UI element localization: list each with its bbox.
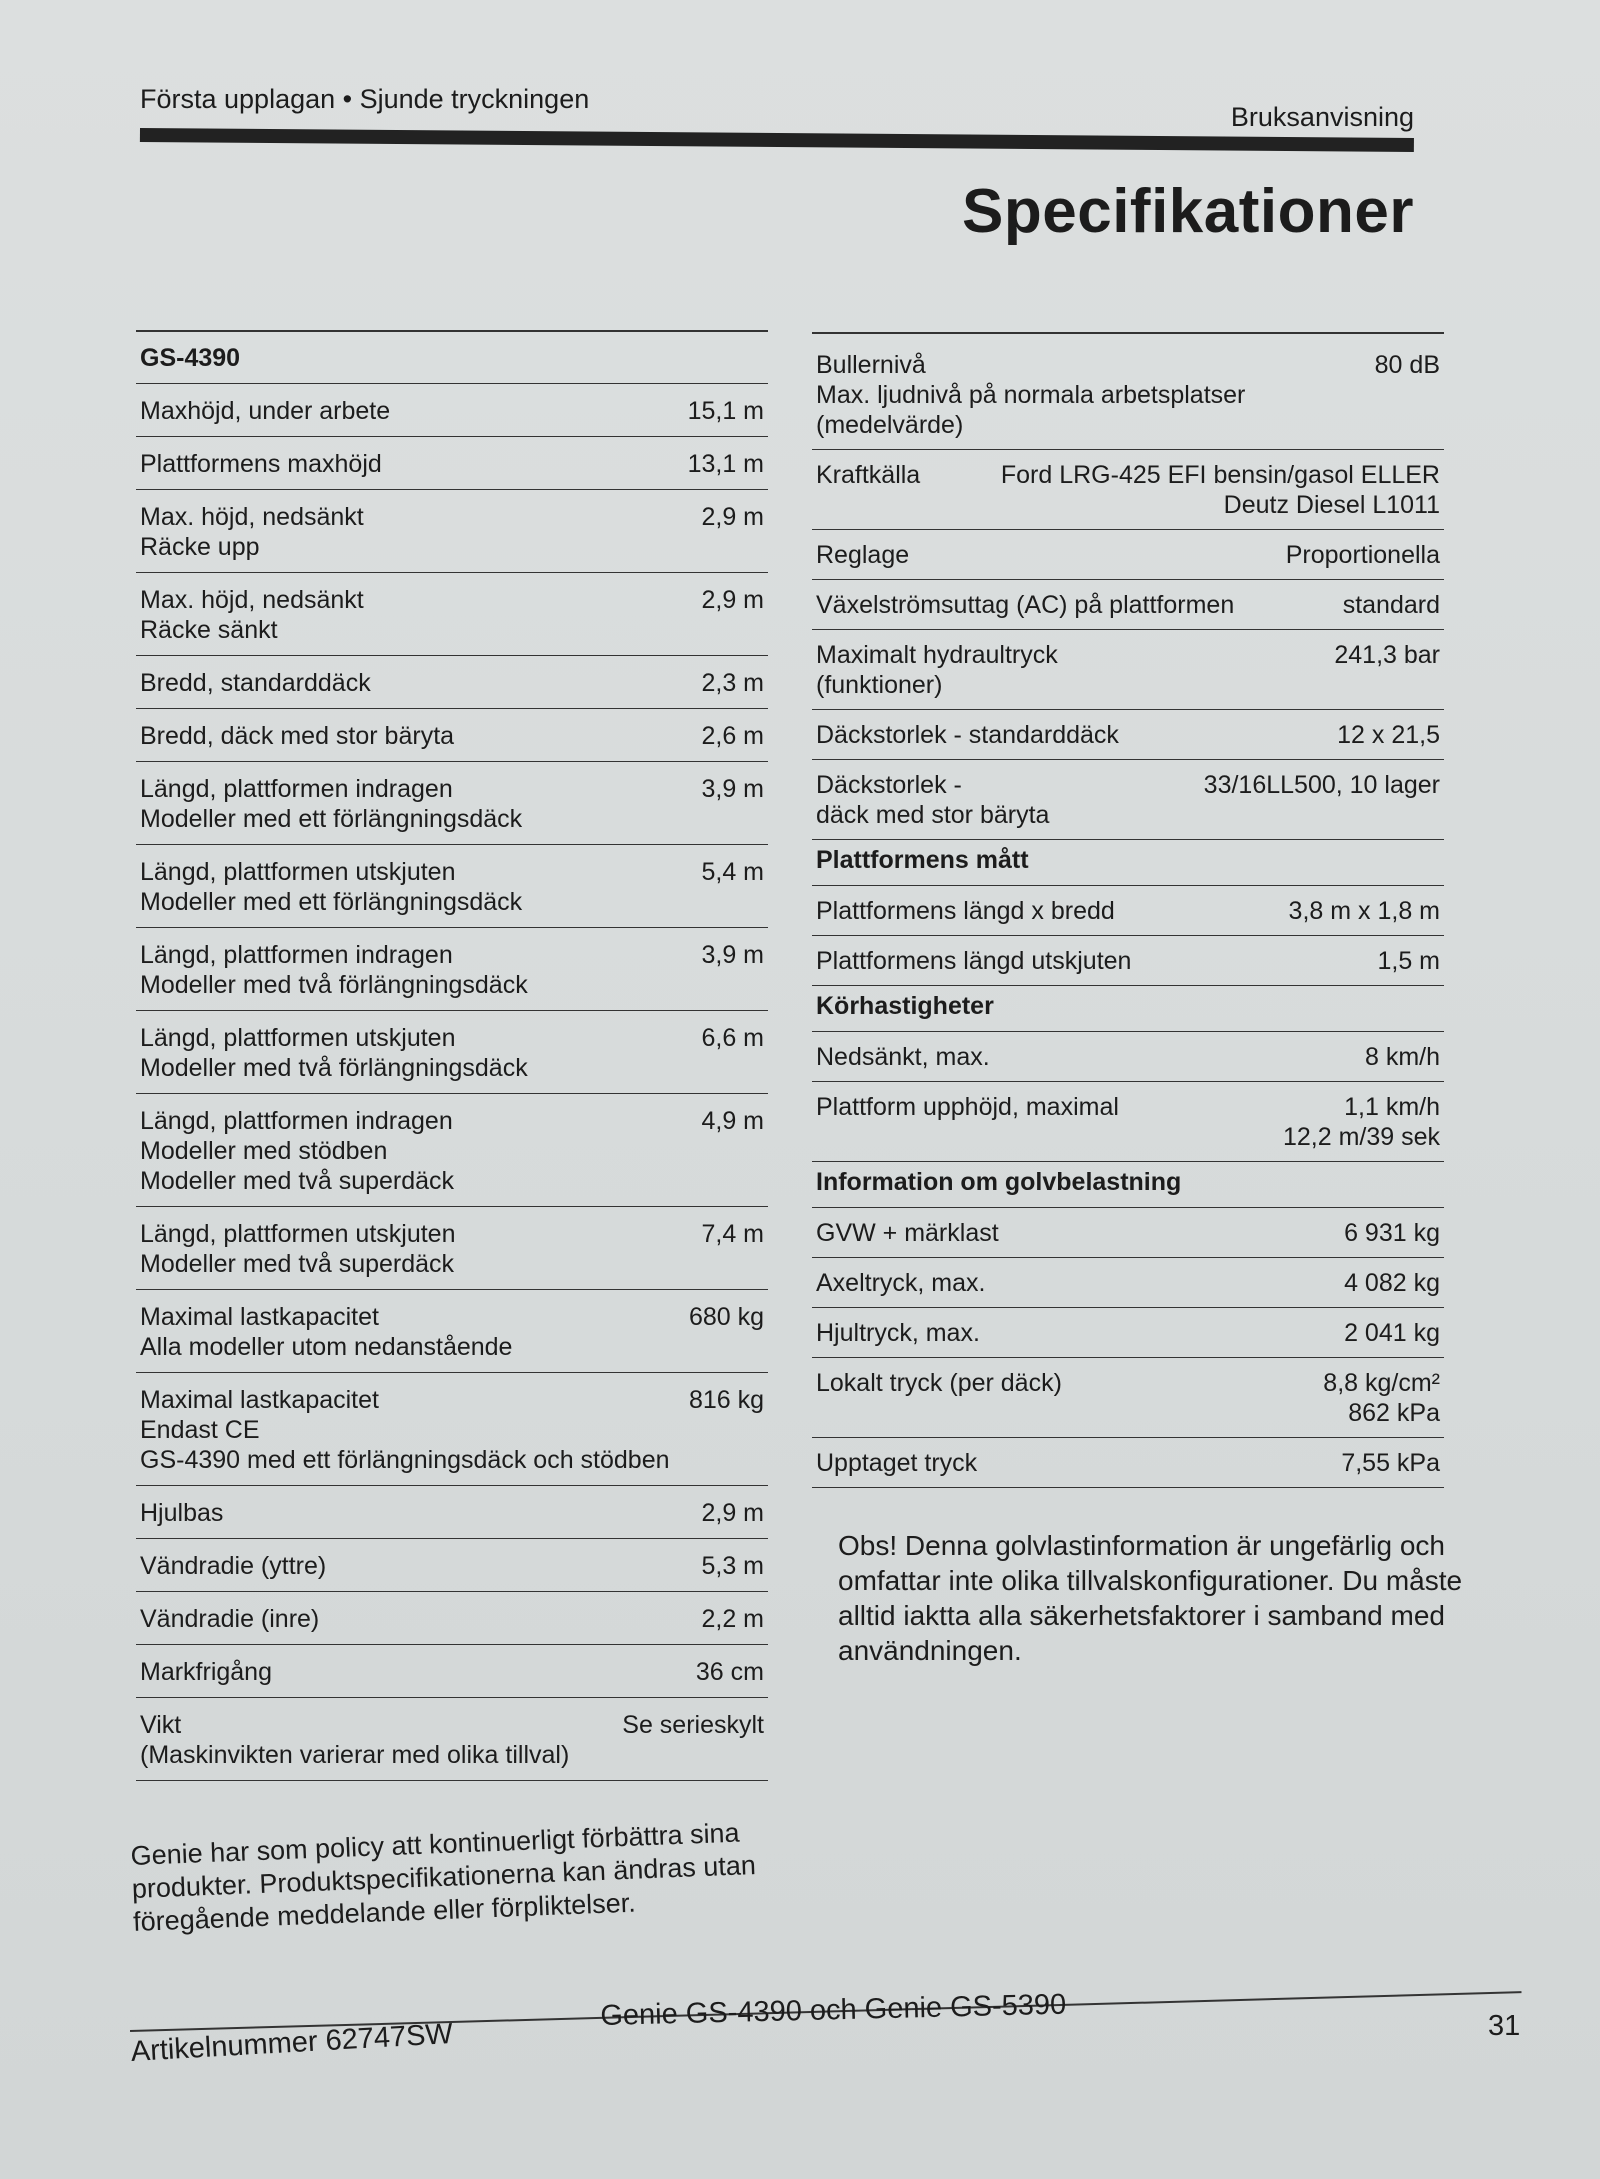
spec-label-line: Plattformens längd x bredd xyxy=(816,897,1115,925)
spec-value-line: 2,3 m xyxy=(701,669,764,697)
spec-value xyxy=(1289,896,1440,926)
spec-row xyxy=(136,845,768,928)
article-number: Artikelnummer 62747SW xyxy=(130,2018,454,2068)
spec-row xyxy=(136,1698,768,1781)
floor-load-note: Obs! Denna golvlastinformation är ungefärlig och omfattar inte olika tillvalskonfigurationer. Du måste alltid iaktta alla säkerhetsfaktorer i samband med användningen. xyxy=(838,1530,1463,1666)
spec-row xyxy=(812,580,1444,630)
spec-value-line: 1,5 m xyxy=(1377,947,1440,975)
spec-label xyxy=(140,1219,701,1279)
spec-value xyxy=(1323,1368,1440,1428)
spec-value-line: 862 kPa xyxy=(1348,1399,1440,1427)
edition-text: Första upplagan • Sjunde tryckningen xyxy=(140,84,590,114)
spec-label-line: Modeller med två förlängningsdäck xyxy=(140,1054,528,1082)
spec-label-line: Lokalt tryck (per däck) xyxy=(816,1369,1062,1397)
spec-label xyxy=(816,770,1204,830)
spec-label xyxy=(816,1042,1365,1072)
spec-row xyxy=(812,530,1444,580)
spec-row xyxy=(812,886,1444,936)
spec-value xyxy=(701,1106,764,1136)
spec-value xyxy=(696,1657,764,1687)
spec-value-line: 4 082 kg xyxy=(1344,1269,1440,1297)
platform-rows xyxy=(812,886,1444,986)
spec-label xyxy=(816,946,1377,976)
spec-value xyxy=(1344,1318,1440,1348)
spec-value xyxy=(689,1302,764,1332)
spec-label-line: Plattform upphöjd, maximal xyxy=(816,1093,1119,1121)
header-rule xyxy=(140,128,1414,152)
spec-value xyxy=(701,857,764,887)
spec-row xyxy=(136,437,768,490)
model-names: Genie GS-4390 och Genie GS-5390 xyxy=(600,1988,1067,2032)
spec-value-line: 8 km/h xyxy=(1364,1043,1440,1071)
spec-value-line: Se serieskylt xyxy=(622,1711,764,1739)
spec-value-line: 15,1 m xyxy=(687,397,764,425)
spec-label xyxy=(140,1604,701,1634)
spec-value-line: 2 041 kg xyxy=(1344,1319,1440,1347)
spec-value-line: 816 kg xyxy=(688,1386,764,1414)
spec-value xyxy=(688,396,764,426)
spec-value xyxy=(701,1604,764,1634)
spec-value xyxy=(701,1498,764,1528)
spec-label xyxy=(816,1268,1344,1298)
general-rows xyxy=(812,340,1444,840)
spec-value xyxy=(1343,590,1440,620)
spec-label-line: Endast CE xyxy=(140,1416,260,1444)
spec-row xyxy=(812,1308,1444,1358)
spec-value xyxy=(701,585,764,615)
spec-value xyxy=(701,668,764,698)
spec-value xyxy=(1375,350,1440,380)
spec-row xyxy=(136,573,768,656)
spec-label-line: Maximalt hydraultryck xyxy=(816,641,1058,669)
spec-label xyxy=(140,1385,689,1475)
spec-value-line: 2,9 m xyxy=(701,503,764,531)
spec-label xyxy=(140,774,701,834)
spec-label-line: Max. höjd, nedsänkt xyxy=(140,586,364,614)
spec-label-line: Hjultryck, max. xyxy=(816,1319,980,1347)
spec-label-line: Längd, plattformen indragen xyxy=(140,1107,453,1135)
spec-label xyxy=(816,1218,1344,1248)
spec-label xyxy=(140,396,688,426)
right-spec-table xyxy=(812,332,1444,1488)
spec-label xyxy=(140,1657,696,1687)
spec-row xyxy=(136,709,768,762)
spec-label-line: Växelströmsuttag (AC) på plattformen xyxy=(816,591,1235,619)
spec-value-line: 6 931 kg xyxy=(1344,1219,1440,1247)
spec-row xyxy=(136,928,768,1011)
spec-label-line: däck med stor bäryta xyxy=(816,801,1050,829)
speed-rows xyxy=(812,1032,1444,1162)
spec-value xyxy=(1001,460,1440,520)
spec-value xyxy=(701,1219,764,1249)
spec-value-line: 12 x 21,5 xyxy=(1337,721,1440,749)
spec-row xyxy=(136,384,768,437)
spec-label xyxy=(140,449,688,479)
spec-row xyxy=(812,1032,1444,1082)
spec-row xyxy=(136,1207,768,1290)
spec-label-line: Modeller med två förlängningsdäck xyxy=(140,971,528,999)
spec-row xyxy=(136,1094,768,1207)
spec-value-line: 3,9 m xyxy=(701,941,764,969)
spec-label-line: Reglage xyxy=(816,541,910,569)
spec-row xyxy=(136,1290,768,1373)
spec-label-line: Hjulbas xyxy=(140,1499,224,1527)
spec-value-line: 12,2 m/39 sek xyxy=(1282,1123,1440,1151)
spec-label-line: Upptaget tryck xyxy=(816,1449,978,1477)
spec-value xyxy=(701,774,764,804)
spec-label xyxy=(816,1368,1323,1398)
spec-row xyxy=(812,1358,1444,1438)
spec-label-line: Däckstorlek - standarddäck xyxy=(816,721,1119,749)
spec-label-line: (funktioner) xyxy=(816,671,943,699)
spec-value xyxy=(1334,640,1440,670)
spec-label xyxy=(140,1023,701,1083)
spec-label xyxy=(140,857,701,917)
spec-value xyxy=(1286,540,1440,570)
table-top-rule xyxy=(812,332,1444,334)
spec-label xyxy=(816,1318,1344,1348)
spec-label xyxy=(140,1106,701,1196)
spec-label-line: GVW + märklast xyxy=(816,1219,999,1247)
spec-row xyxy=(812,936,1444,986)
spec-label-line: Plattformens maxhöjd xyxy=(140,450,382,478)
spec-row xyxy=(812,340,1444,450)
spec-label xyxy=(816,1448,1341,1478)
spec-label xyxy=(816,720,1337,750)
spec-label-line: Modeller med ett förlängningsdäck xyxy=(140,805,523,833)
spec-label xyxy=(816,590,1343,620)
spec-label xyxy=(816,896,1289,926)
left-rows xyxy=(136,384,768,1781)
spec-value xyxy=(1377,946,1440,976)
spec-value xyxy=(1341,1448,1440,1478)
spec-label-line: Däckstorlek - xyxy=(816,771,962,799)
spec-row xyxy=(812,1438,1444,1488)
spec-value-line: 3,8 m x 1,8 m xyxy=(1288,897,1440,925)
spec-row xyxy=(812,1258,1444,1308)
spec-value-line: 80 dB xyxy=(1374,351,1440,379)
spec-value-line: 3,9 m xyxy=(701,775,764,803)
spec-row xyxy=(136,1592,768,1645)
spec-value-line: 8,8 kg/cm² xyxy=(1323,1369,1440,1397)
spec-value-line: Proportionella xyxy=(1285,541,1440,569)
speed-heading: Körhastigheter xyxy=(812,986,1444,1032)
spec-value xyxy=(1283,1092,1440,1152)
spec-label xyxy=(140,940,701,1000)
model-heading: GS-4390 xyxy=(136,338,768,384)
policy-text: Genie har som policy att kontinuerligt förbättra sina produkter. Produktspecifikationerna kan ändras utan föregående meddelande eller förpliktelser. xyxy=(130,1817,757,1937)
spec-label-line: Modeller med två superdäck xyxy=(140,1167,455,1195)
spec-label-line: Räcke upp xyxy=(140,533,260,561)
spec-label-line: Maximal lastkapacitet xyxy=(140,1386,379,1414)
spec-row xyxy=(136,762,768,845)
spec-label-line: Maximal lastkapacitet xyxy=(140,1303,379,1331)
spec-value xyxy=(1337,720,1440,750)
spec-value xyxy=(688,449,764,479)
spec-label-line: Max. höjd, nedsänkt xyxy=(140,503,364,531)
spec-label-line: Längd, plattformen indragen xyxy=(140,941,453,969)
spec-label xyxy=(816,350,1375,440)
spec-label-line: Bredd, däck med stor bäryta xyxy=(140,722,455,750)
spec-value-line: 5,4 m xyxy=(701,858,764,886)
spec-value-line: 5,3 m xyxy=(701,1552,764,1580)
spec-label-line: Alla modeller utom nedanstående xyxy=(140,1333,513,1361)
spec-value-line: standard xyxy=(1342,591,1440,619)
spec-value xyxy=(701,721,764,751)
spec-label xyxy=(816,540,1286,570)
spec-value xyxy=(689,1385,764,1415)
spec-value xyxy=(701,502,764,532)
spec-row xyxy=(136,1011,768,1094)
left-spec-table xyxy=(136,330,768,1781)
spec-row xyxy=(812,450,1444,530)
table-top-rule xyxy=(136,330,768,332)
spec-row xyxy=(136,1645,768,1698)
spec-label-line: (Maskinvikten varierar med olika tillval) xyxy=(140,1741,570,1769)
spec-label xyxy=(140,721,701,751)
spec-label xyxy=(140,1551,701,1581)
spec-label-line: Modeller med två superdäck xyxy=(140,1250,455,1278)
spec-value-line: 2,9 m xyxy=(701,586,764,614)
spec-value xyxy=(701,1023,764,1053)
spec-value-line: Deutz Diesel L1011 xyxy=(1223,491,1440,519)
spec-row xyxy=(136,1373,768,1486)
spec-label-line: Längd, plattformen utskjuten xyxy=(140,1024,456,1052)
spec-value-line: 13,1 m xyxy=(687,450,764,478)
spec-value xyxy=(701,1551,764,1581)
spec-value xyxy=(1344,1268,1440,1298)
spec-label-line: Plattformens längd utskjuten xyxy=(816,947,1132,975)
spec-label xyxy=(140,668,701,698)
spec-label-line: Längd, plattformen utskjuten xyxy=(140,1220,456,1248)
spec-value-line: 2,6 m xyxy=(701,722,764,750)
spec-value xyxy=(701,940,764,970)
floor-load-heading: Information om golvbelastning xyxy=(812,1162,1444,1208)
spec-label-line: Axeltryck, max. xyxy=(816,1269,986,1297)
platform-heading: Plattformens mått xyxy=(812,840,1444,886)
spec-row xyxy=(136,1486,768,1539)
spec-label-line: Markfrigång xyxy=(140,1658,272,1686)
spec-value-line: 4,9 m xyxy=(701,1107,764,1135)
spec-value-line: 2,2 m xyxy=(701,1605,764,1633)
spec-label-line: Bullernivå xyxy=(816,351,926,379)
spec-row xyxy=(812,760,1444,840)
spec-label-line: Kraftkälla xyxy=(816,461,921,489)
spec-value-line: 33/16LL500, 10 lager xyxy=(1203,771,1440,799)
spec-label-line: Längd, plattformen indragen xyxy=(140,775,453,803)
spec-label-line: Räcke sänkt xyxy=(140,616,278,644)
spec-label-line: Vikt xyxy=(140,1711,182,1739)
spec-value xyxy=(1365,1042,1440,1072)
spec-value-line: 2,9 m xyxy=(701,1499,764,1527)
spec-label xyxy=(140,585,701,645)
spec-label xyxy=(816,640,1334,700)
spec-label xyxy=(140,1302,689,1362)
spec-row xyxy=(812,1208,1444,1258)
spec-row xyxy=(136,656,768,709)
spec-label xyxy=(140,502,701,562)
spec-label xyxy=(140,1498,701,1528)
manual-type: Bruksanvisning xyxy=(1230,102,1414,132)
spec-value-line: 7,55 kPa xyxy=(1341,1449,1440,1477)
spec-row xyxy=(136,1539,768,1592)
spec-value-line: 7,4 m xyxy=(701,1220,764,1248)
spec-label xyxy=(140,1710,622,1770)
spec-value-line: 680 kg xyxy=(688,1303,764,1331)
floor-load-rows xyxy=(812,1208,1444,1488)
page-title: Specifikationer xyxy=(962,177,1414,246)
spec-value-line: 6,6 m xyxy=(701,1024,764,1052)
spec-label xyxy=(816,1092,1283,1122)
spec-label-line: Modeller med stödben xyxy=(140,1137,388,1165)
spec-label-line: Vändradie (inre) xyxy=(140,1605,320,1633)
spec-row xyxy=(812,710,1444,760)
spec-label xyxy=(816,460,1001,490)
spec-label-line: Längd, plattformen utskjuten xyxy=(140,858,456,886)
spec-label-line: GS-4390 med ett förlängningsdäck och stödben xyxy=(140,1446,670,1474)
spec-value-line: Ford LRG-425 EFI bensin/gasol ELLER xyxy=(1000,461,1440,489)
spec-row xyxy=(812,630,1444,710)
spec-value xyxy=(622,1710,764,1740)
spec-value xyxy=(1204,770,1440,800)
spec-row xyxy=(136,490,768,573)
spec-label-line: Maxhöjd, under arbete xyxy=(140,397,391,425)
spec-label-line: Modeller med ett förlängningsdäck xyxy=(140,888,523,916)
spec-value xyxy=(1344,1218,1440,1248)
spec-label-line: Nedsänkt, max. xyxy=(816,1043,990,1071)
spec-value-line: 241,3 bar xyxy=(1334,641,1440,669)
spec-label-line: Bredd, standarddäck xyxy=(140,669,371,697)
spec-row xyxy=(812,1082,1444,1162)
page-number: 31 xyxy=(1488,2010,1521,2042)
spec-label-line: Vändradie (yttre) xyxy=(140,1552,327,1580)
spec-label-line: Max. ljudnivå på normala arbetsplatser (medelvärde) xyxy=(816,381,1246,439)
spec-value-line: 1,1 km/h xyxy=(1344,1093,1440,1121)
spec-value-line: 36 cm xyxy=(695,1658,764,1686)
